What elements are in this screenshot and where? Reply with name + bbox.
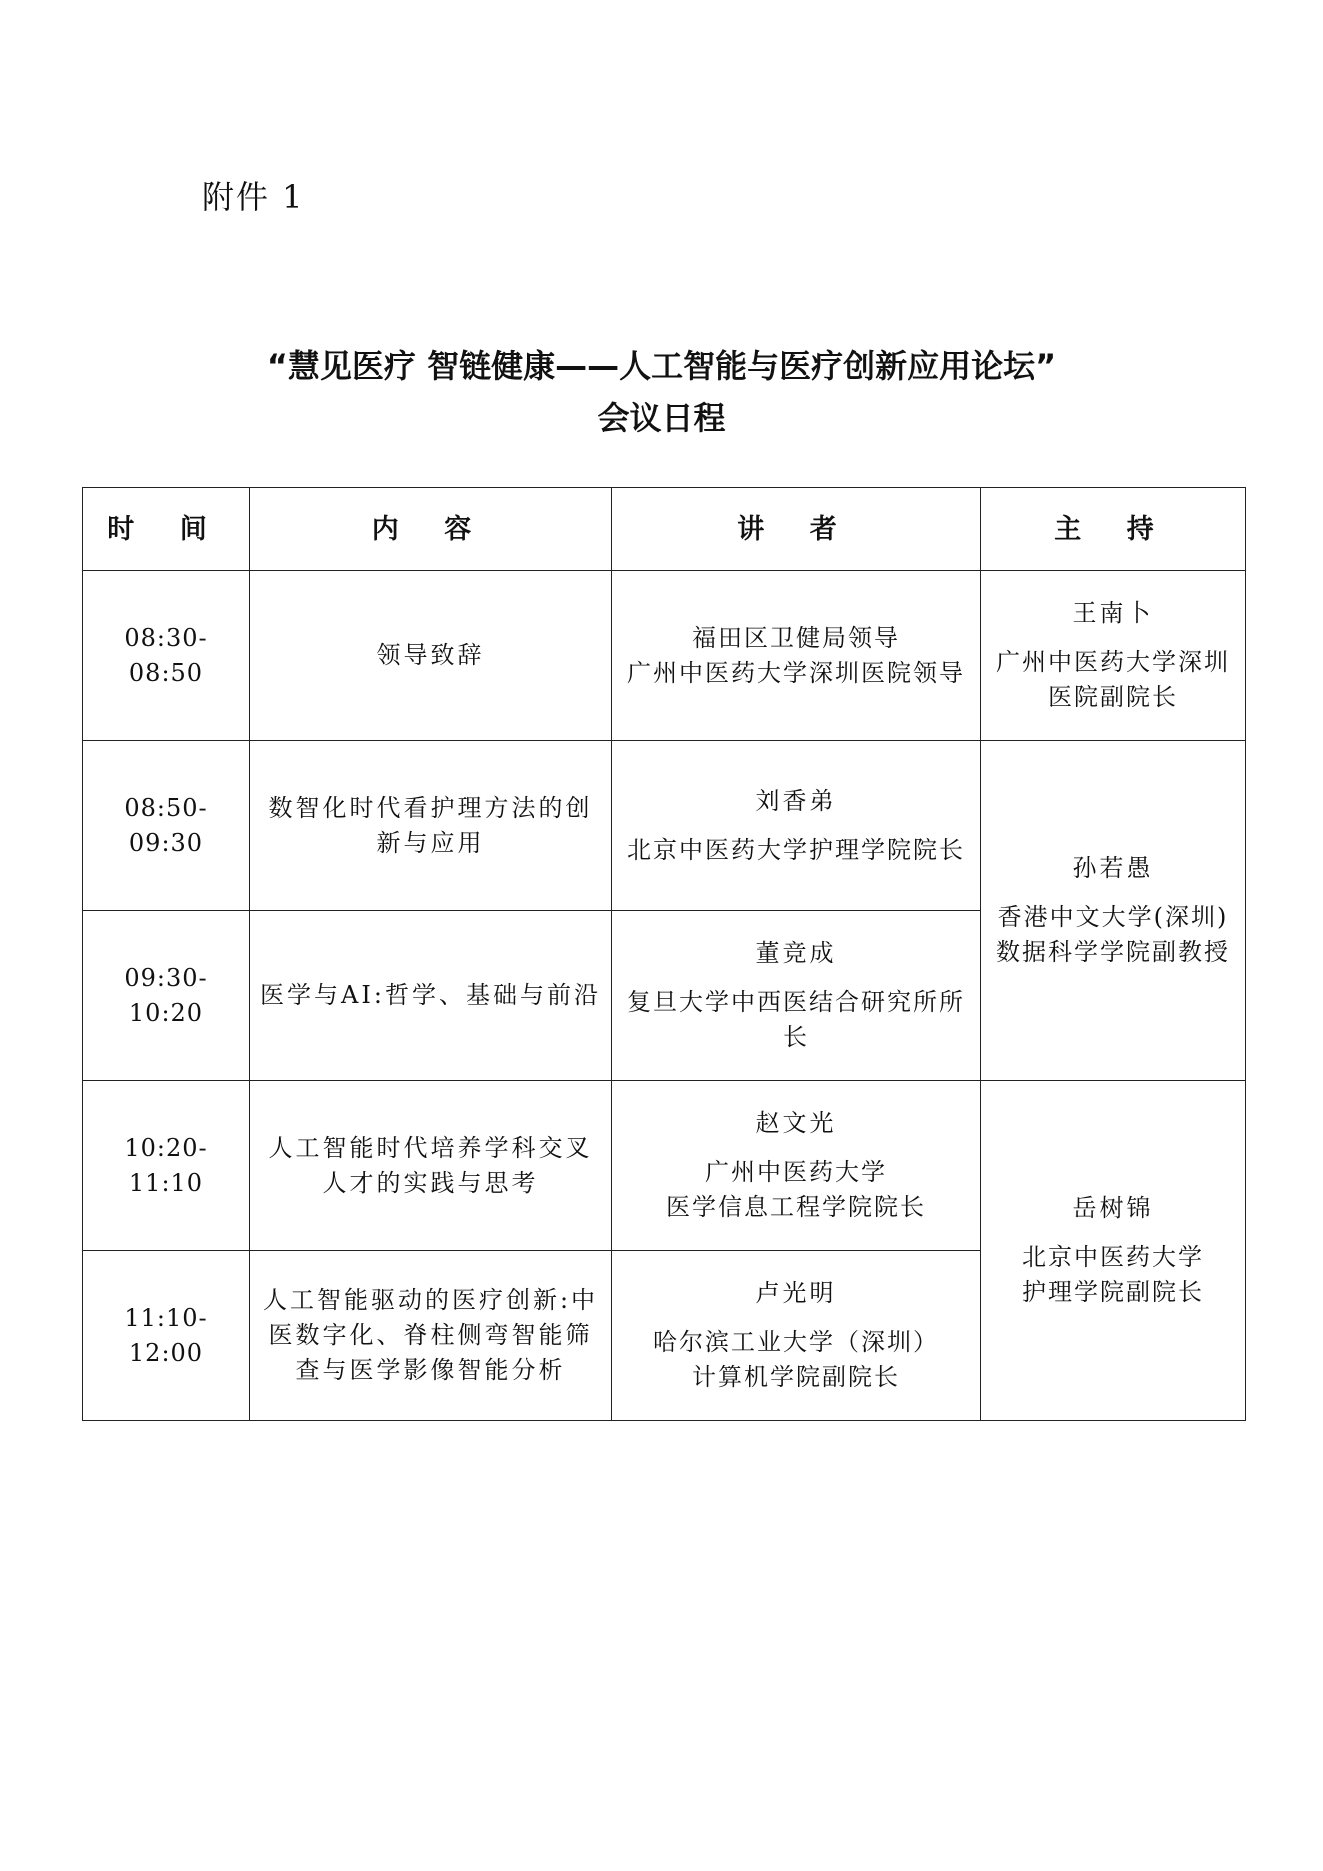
host-name: 孙若愚	[1072, 854, 1154, 882]
session-content: 人工智能驱动的医疗创新:中医数字化、脊柱侧弯智能筛查与医学影像智能分析	[250, 1251, 612, 1421]
table-row	[83, 1081, 1246, 1251]
attachment-label: 附件 1	[202, 178, 305, 216]
host-title: 北京中医药大学	[1022, 1243, 1204, 1271]
speaker-title: 北京中医药大学护理学院院长	[627, 835, 965, 864]
session-speaker	[612, 1251, 981, 1421]
header-time: 时 间	[83, 488, 250, 571]
header-host: 主 持	[981, 488, 1246, 571]
speaker-name: 刘香弟	[755, 786, 837, 815]
header-speaker: 讲 者	[612, 488, 981, 571]
speaker-name: 卢光明	[755, 1279, 837, 1307]
session-speaker	[612, 741, 981, 911]
session-speaker	[612, 571, 981, 741]
speaker-title: 计算机学院副院长	[692, 1363, 900, 1391]
session-host	[981, 741, 1246, 1081]
schedule-table	[82, 487, 1246, 1421]
session-time: 08:50-09:30	[83, 741, 250, 911]
session-content: 人工智能时代培养学科交叉人才的实践与思考	[250, 1081, 612, 1251]
header-content: 内 容	[250, 488, 612, 571]
session-host	[981, 571, 1246, 741]
table-row	[83, 571, 1246, 741]
speaker-line: 广州中医药大学深圳医院领导	[627, 658, 965, 687]
title-line-1: “慧见医疗 智链健康——人工智能与医疗创新应用论坛”	[266, 347, 1057, 385]
session-time: 10:20-11:10	[83, 1081, 250, 1251]
speaker-title: 医学信息工程学院院长	[666, 1193, 926, 1221]
session-speaker	[612, 911, 981, 1081]
speaker-title: 复旦大学中西医结合研究所所长	[627, 988, 965, 1051]
host-name: 王南卜	[1072, 599, 1154, 627]
session-time: 09:30-10:20	[83, 911, 250, 1081]
session-content: 数智化时代看护理方法的创新与应用	[250, 741, 612, 911]
speaker-line: 福田区卫健局领导	[692, 623, 900, 652]
title-line-2: 会议日程	[597, 399, 726, 437]
host-title: 广州中医药大学深圳医院副院长	[996, 648, 1230, 711]
session-host	[981, 1081, 1246, 1421]
session-content: 医学与AI:哲学、基础与前沿	[250, 911, 612, 1081]
host-title: 护理学院副院长	[1022, 1278, 1204, 1306]
speaker-title: 广州中医药大学	[705, 1158, 887, 1186]
host-name: 岳树锦	[1072, 1194, 1154, 1222]
session-time: 11:10-12:00	[83, 1251, 250, 1421]
speaker-name: 董竞成	[755, 939, 837, 967]
table-header-row	[83, 488, 1246, 571]
host-title: 数据科学学院副教授	[996, 938, 1230, 966]
page-title	[0, 340, 1323, 444]
session-content: 领导致辞	[250, 571, 612, 741]
speaker-name: 赵文光	[755, 1109, 837, 1137]
table-row	[83, 741, 1246, 911]
session-speaker	[612, 1081, 981, 1251]
speaker-title: 哈尔滨工业大学（深圳）	[653, 1328, 939, 1356]
session-time: 08:30-08:50	[83, 571, 250, 741]
host-title: 香港中文大学(深圳)	[997, 903, 1229, 931]
